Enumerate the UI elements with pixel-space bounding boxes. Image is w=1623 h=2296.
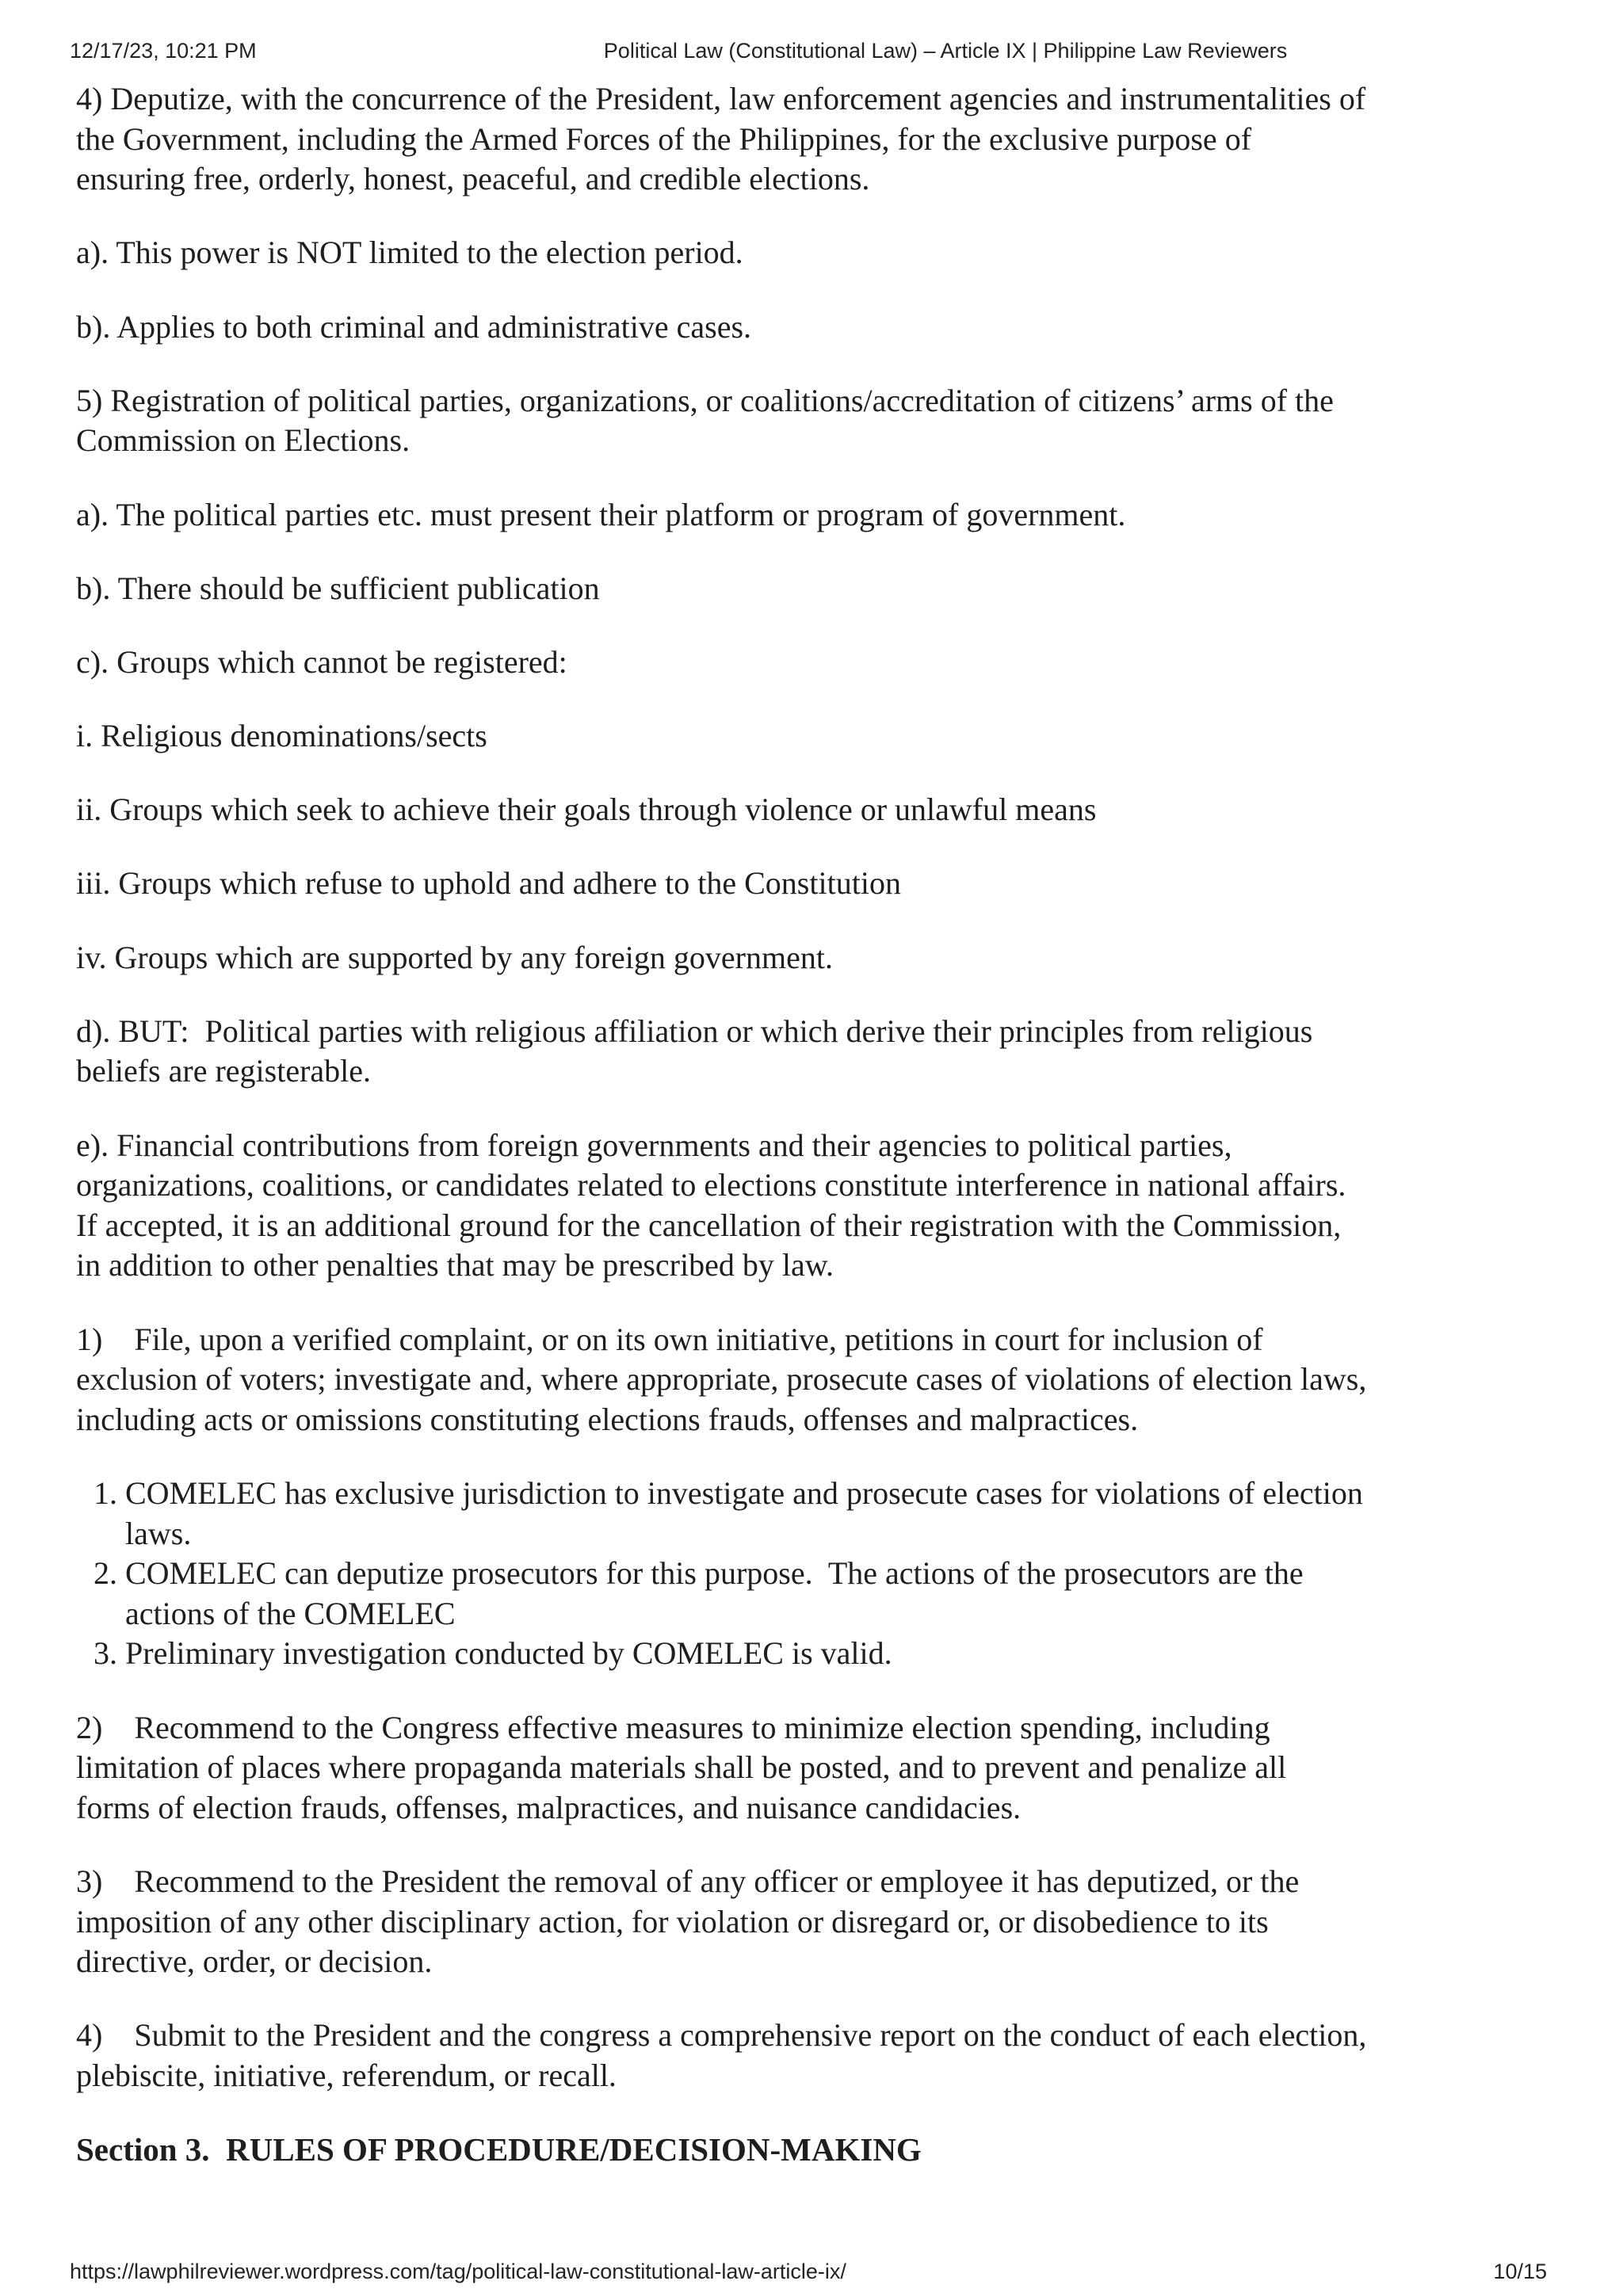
paragraph-registration-of-parties: 5) Registration of political parties, organizations, or coalitions/accreditation of citizens’ arms of the Commission on Elections. (76, 382, 1334, 459)
paragraph-criminal-and-administrative: b). Applies to both criminal and administrative cases. (76, 308, 752, 345)
print-footer-page-number: 10/15 (1493, 2260, 1547, 2283)
list-item (76, 1554, 1606, 1634)
print-header-datetime: 12/17/23, 10:21 PM (70, 39, 257, 63)
list-item-number: 1. (94, 1474, 117, 1511)
list-item-number: 2. (94, 1555, 117, 1592)
list-item-text: Preliminary investigation conducted by COMELEC is valid. (125, 1635, 892, 1672)
list-item-text: COMELEC has exclusive jurisdiction to investigate and prosecute cases for violations of election laws. (125, 1474, 1363, 1551)
paragraph-deputize-law-enforcement: 4) Deputize, with the concurrence of the President, law enforcement agencies and instrumentalities of the Government, including the Armed Forces of the Philippines, for the exclusive purpose of ensuring free, orderly, honest, peaceful, and credible elections. (76, 81, 1366, 197)
paragraph-refuse-constitution: iii. Groups which refuse to uphold and adhere to the Constitution (76, 865, 901, 902)
paragraph-present-platform: a). The political parties etc. must present their platform or program of government. (76, 496, 1126, 532)
print-footer-url: https://lawphilreviewer.wordpress.com/tag/political-law-constitutional-law-article-ix/ (70, 2260, 846, 2283)
paragraph-violent-groups: ii. Groups which seek to achieve their goals through violence or unlawful means (76, 791, 1097, 828)
paragraph-sufficient-publication: b). There should be sufficient publication (76, 570, 600, 606)
numbered-list (76, 1474, 1606, 1674)
paragraph-submit-report: 4) Submit to the President and the congress a comprehensive report on the conduct of each election, plebiscite, initiative, referendum, or recall. (76, 2017, 1367, 2093)
paragraph-recommend-to-president: 3) Recommend to the President the removal of any officer or employee it has deputized, or the imposition of any other disciplinary action, for violation or disregard or, or disobedience to its directive, order, or decision. (76, 1863, 1300, 1980)
paragraph-file-petitions: 1) File, upon a verified complaint, or on its own initiative, petitions in court for inclusion of exclusion of voters; investigate and, where appropriate, prosecute cases of violations of election laws, including acts or omissions constituting elections frauds, offenses and malpractices. (76, 1321, 1367, 1437)
article-body (76, 79, 1606, 2170)
section-heading: Section 3. RULES OF PROCEDURE/DECISION-MAKING (76, 2131, 922, 2168)
list-item (76, 1634, 1606, 1674)
paragraph-groups-not-registrable: c). Groups which cannot be registered: (76, 643, 567, 680)
paragraph-foreign-contributions: e). Financial contributions from foreign governments and their agencies to political parties, organizations, coalitions, or candidates related to elections constitute interference in national affairs. If accepted, it is an additional ground for the cancellation of their registration with the Commission, in addition to other penalties that may be prescribed by law. (76, 1127, 1346, 1283)
list-item-number: 3. (94, 1635, 117, 1672)
paragraph-religious-denominations: i. Religious denominations/sects (76, 718, 487, 754)
list-item (76, 1474, 1606, 1554)
list-item-text: COMELEC can deputize prosecutors for this purpose. The actions of the prosecutors are the actions of the COMELEC (125, 1555, 1304, 1631)
print-header-title: Political Law (Constitutional Law) – Article IX | Philippine Law Reviewers (603, 39, 1288, 63)
paragraph-recommend-to-congress: 2) Recommend to the Congress effective measures to minimize election spending, including limitation of places where propaganda materials shall be posted, and to prevent and penalize all forms of election frauds, offenses, malpractices, and nuisance candidacies. (76, 1709, 1287, 1825)
paragraph-foreign-supported: iv. Groups which are supported by any foreign government. (76, 939, 833, 975)
paragraph-not-limited-to-election-period: a). This power is NOT limited to the election period. (76, 235, 743, 271)
paragraph-religious-affiliation-exception: d). BUT: Political parties with religious affiliation or which derive their principles from religious beliefs are registerable. (76, 1013, 1313, 1089)
